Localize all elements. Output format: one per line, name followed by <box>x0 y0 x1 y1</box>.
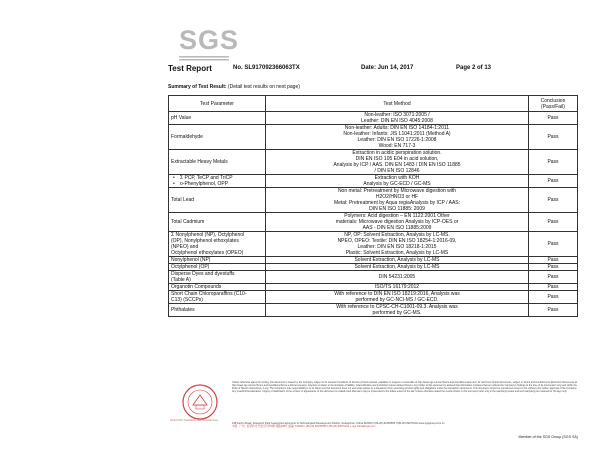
test-method-line: Leather: DIN EN ISO 4045:2008 <box>361 118 433 124</box>
member-statement: Member of the SGS Group (SGS SA) <box>518 435 578 439</box>
test-method-cell <box>266 188 529 213</box>
test-parameter-line: (OP), Nonylphenol ethoxylates <box>171 238 239 244</box>
table-row <box>169 175 578 188</box>
header-conclusion-sub: (Pass/Fail) <box>541 103 565 110</box>
test-method-line: Metal: Pretreatment by Aqua regiaAnalysis by ICP / AAS: <box>333 200 461 206</box>
test-method-line: Non metal: Pretreatment by Microwave digestion with <box>337 188 457 194</box>
test-method-cell <box>266 271 529 284</box>
conclusion-cell: Pass <box>529 304 578 317</box>
conclusion-cell: Pass <box>529 257 578 264</box>
sgs-footer-seal-icon <box>181 383 219 421</box>
table-row <box>169 150 578 175</box>
table-body <box>169 112 578 317</box>
test-method-line: NPEO, OPEO: Textile: DIN EN ISO 18254-1:2016-09, <box>337 238 457 244</box>
report-title: Test Report <box>168 64 212 73</box>
test-method-line: Extraction in acidic perspiration solution. <box>352 150 442 156</box>
test-parameter-line: Octylphenol ethoxylates (OPEO) <box>171 250 244 256</box>
summary-table <box>168 95 578 317</box>
conclusion-cell: Pass <box>529 213 578 232</box>
table-row <box>169 112 578 125</box>
address-english: 198 Kezhu Road, Scientech Park Guangzhou Economic & Technological Development District, Guangzhou, China 510663 t (86-20) 82155555 f (86-20) 82075191 www.sgsgroup.com.cn <box>232 422 445 425</box>
test-parameter-line: Total Lead <box>171 197 195 203</box>
test-parameter-line: C13) (SCCPs) <box>171 297 203 303</box>
test-parameter-line: Disperse Dyes and dyestuffs <box>171 271 235 277</box>
table-row <box>169 125 578 150</box>
test-method-line: Plastic: Solvent Extraction, Analysis by LC-MS <box>345 250 449 256</box>
bullet-icon: • <box>173 175 175 181</box>
test-method-line: performed by GC-NCI-MS / GC-ECD. <box>355 297 439 303</box>
test-parameter-line: Σ Nonylphenol (NP), Octylphenol <box>171 232 245 238</box>
test-method-cell <box>266 232 529 257</box>
table-row <box>169 264 578 271</box>
test-method-line: ISO/TS 16179:2012 <box>374 284 420 290</box>
test-method-line: Polymers: Acid digestion – EN 1122:2001 Other <box>344 213 450 219</box>
test-parameter-line: o-Phenylphenol, OPP • <box>173 181 229 187</box>
test-parameter-cell <box>169 271 266 284</box>
report-number: No. SL917092366063TX <box>233 65 300 71</box>
test-method-line: / DIN EN ISO 12846 <box>374 168 420 174</box>
test-parameter-line: (Table A) <box>171 277 191 283</box>
test-parameter-cell <box>169 188 266 213</box>
test-method-line: Analysis by ICP / AAS. DIN EN 1483 / DIN EN ISO 11885 <box>333 162 461 168</box>
conclusion-cell: Pass <box>529 232 578 257</box>
table-row <box>169 213 578 232</box>
header-test-method: Test Method <box>266 96 529 112</box>
test-method-line: Leather: DIN EN ISO 17226-1:2008 <box>357 137 437 143</box>
conclusion-cell: Pass <box>529 271 578 284</box>
test-method-cell <box>266 125 529 150</box>
table-row <box>169 257 578 264</box>
test-method-cell <box>266 175 529 188</box>
test-parameter-line: Formaldehyde <box>171 134 203 140</box>
footer-contact <box>232 422 577 428</box>
table-row <box>169 232 578 257</box>
test-parameter-cell <box>169 284 266 291</box>
conclusion-cell: Pass <box>529 112 578 125</box>
test-method-line: Non-leather: Infants: JIS L1041:2011 (Method A) <box>343 131 451 137</box>
table-header-row <box>169 96 578 112</box>
address-chinese: 中国 · 广州 · 经济技术开发区科学城科珠路198号 邮编: 510663 t (86-20) 82155555 f (86-20) 82075191 e sgs.china@sgs.com <box>232 425 376 429</box>
test-parameter-line: Nonylphenol (NP) <box>171 257 211 263</box>
sgs-logo: SGS <box>179 25 240 55</box>
table-row <box>169 188 578 213</box>
logo-stripes-icon <box>179 56 229 62</box>
test-method-cell <box>266 264 529 271</box>
test-method-cell <box>266 284 529 291</box>
test-parameter-cell <box>169 264 266 271</box>
test-method-line: DIN 54231:2005 <box>378 274 416 280</box>
test-parameter-cell <box>169 232 266 257</box>
test-method-line: Solvent Extraction, Analysis by LC-MS <box>354 257 440 263</box>
test-method-line: Solvent Extraction, Analysis by LC-MS <box>354 264 440 270</box>
test-parameter-line: Phthalates <box>171 307 195 313</box>
test-method-line: Analysis by GC-ECD / GC-MS <box>363 181 431 187</box>
header-conclusion-label: Conclusion <box>540 97 566 104</box>
test-method-line: AAS - DIN EN ISO 11885:2009 <box>362 225 432 231</box>
test-method-line: DIN EN ISO 105 E04 in acid solution, <box>355 156 439 162</box>
page-number: Page 2 of 13 <box>456 65 492 71</box>
conclusion-cell: Pass <box>529 291 578 304</box>
report-date: Date: Jun 14, 2017 <box>361 65 414 71</box>
test-parameter-cell <box>169 257 266 264</box>
summary-note: (Detail test results on next page) <box>227 84 300 90</box>
test-parameter-cell <box>169 304 266 317</box>
test-parameter-line: Extractable Heavy Metals <box>171 159 228 165</box>
test-method-cell <box>266 304 529 317</box>
test-method-line: H2O2/HNO3 or HF <box>375 194 419 200</box>
test-parameter-line: Octylphenol (OP) <box>171 264 210 270</box>
test-method-cell <box>266 257 529 264</box>
test-parameter-line: Total Cadmium <box>171 219 205 225</box>
test-method-line: materials: Microwave digestion Analysis by ICP-OES or <box>335 219 459 225</box>
conclusion-cell: Pass <box>529 125 578 150</box>
test-parameter-cell <box>169 125 266 150</box>
test-parameter-cell <box>169 291 266 304</box>
test-parameter-cell <box>169 175 266 188</box>
test-method-line: Non-leather: ISO 3071:2005 / <box>364 112 430 118</box>
conclusion-cell: Pass <box>529 264 578 271</box>
summary-label: Summary of Test Result: <box>168 84 227 90</box>
test-method-line: performed by GC-MS. <box>372 310 422 316</box>
test-method-line: Extraction with KOH <box>374 175 420 181</box>
conclusion-cell: Pass <box>529 175 578 188</box>
header-conclusion <box>529 96 578 112</box>
test-method-line: With reference to CPSC-CH-C1001-09.3. Analysis was <box>336 304 458 310</box>
test-method-line: Leather: DIN EN ISO 18218-1:2015 <box>357 244 437 250</box>
test-method-line: Wood: EN 717-3 <box>378 143 416 149</box>
bullet-icon: • <box>173 181 175 187</box>
test-parameter-line: Short Chain Chloroparaffins (C10- <box>171 291 247 297</box>
test-parameter-cell <box>169 213 266 232</box>
test-method-line: DIN EN ISO 11885: 2009 <box>369 206 425 212</box>
test-parameter-line: (NPEO) and <box>171 244 199 250</box>
table-row <box>169 284 578 291</box>
test-method-cell <box>266 150 529 175</box>
test-parameter-line: Σ PCP, TeCP and TriCP • <box>173 175 233 181</box>
test-method-line: NP, OP: Solvent Extraction, Analysis by LC-MS. <box>344 232 450 238</box>
conclusion-cell: Pass <box>529 284 578 291</box>
test-parameter-line: Organotin Compounds <box>171 284 222 290</box>
test-method-cell <box>266 112 529 125</box>
conclusion-cell: Pass <box>529 150 578 175</box>
test-method-cell <box>266 291 529 304</box>
test-parameter-cell <box>169 112 266 125</box>
table-row <box>169 291 578 304</box>
test-method-line: Non-leather: Adults: DIN EN ISO 14184-1:2011 <box>344 125 450 131</box>
footer-disclaimer: Unless otherwise agreed in writing, this document is issued by the Company subject to its General Conditions of Service printed overleaf, available on request or accessible at http://www.sgs.com/en/Terms-and-Conditions.aspx and, for electronic format documents, subject to Terms and Conditions for Electronic Documents at http://www.sgs.com/en/Terms-and-Conditions/Terms-e-Document.aspx. Attention is drawn to the limitation of liability, indemnification and jurisdiction issues defined therein. Any holder of this document is advised that information contained hereon reflects the Company's findings at the time of its intervention only and within the limits of Client's instructions, if any. The Company's sole responsibility is to its Client and this document does not exonerate parties to a transaction from exercising all their rights and obligations under the transaction documents. This document cannot be reproduced except in full, without prior written approval of the Company. Any unauthorized alteration, forgery or falsification of the content or appearance of this document is unlawful and offenders may be prosecuted to the fullest extent of the law. Unless otherwise stated the results shown in this test report refer only to the sample(s) tested and such sample(s) are retained for 30 days only. <box>232 381 577 393</box>
test-method-line: With reference to DIN EN ISO 18219:2016, Analysis was <box>334 291 460 297</box>
summary-heading <box>168 84 300 90</box>
report-header <box>168 65 582 76</box>
table-row <box>169 304 578 317</box>
seal-caption: SGS-CSTC Standards Technical Services <box>170 419 219 422</box>
conclusion-cell: Pass <box>529 188 578 213</box>
test-method-cell <box>266 213 529 232</box>
test-parameter-line: pH Value <box>171 115 192 121</box>
header-test-parameter: Test Parameter <box>169 96 266 112</box>
test-parameter-cell <box>169 150 266 175</box>
table-row <box>169 271 578 284</box>
